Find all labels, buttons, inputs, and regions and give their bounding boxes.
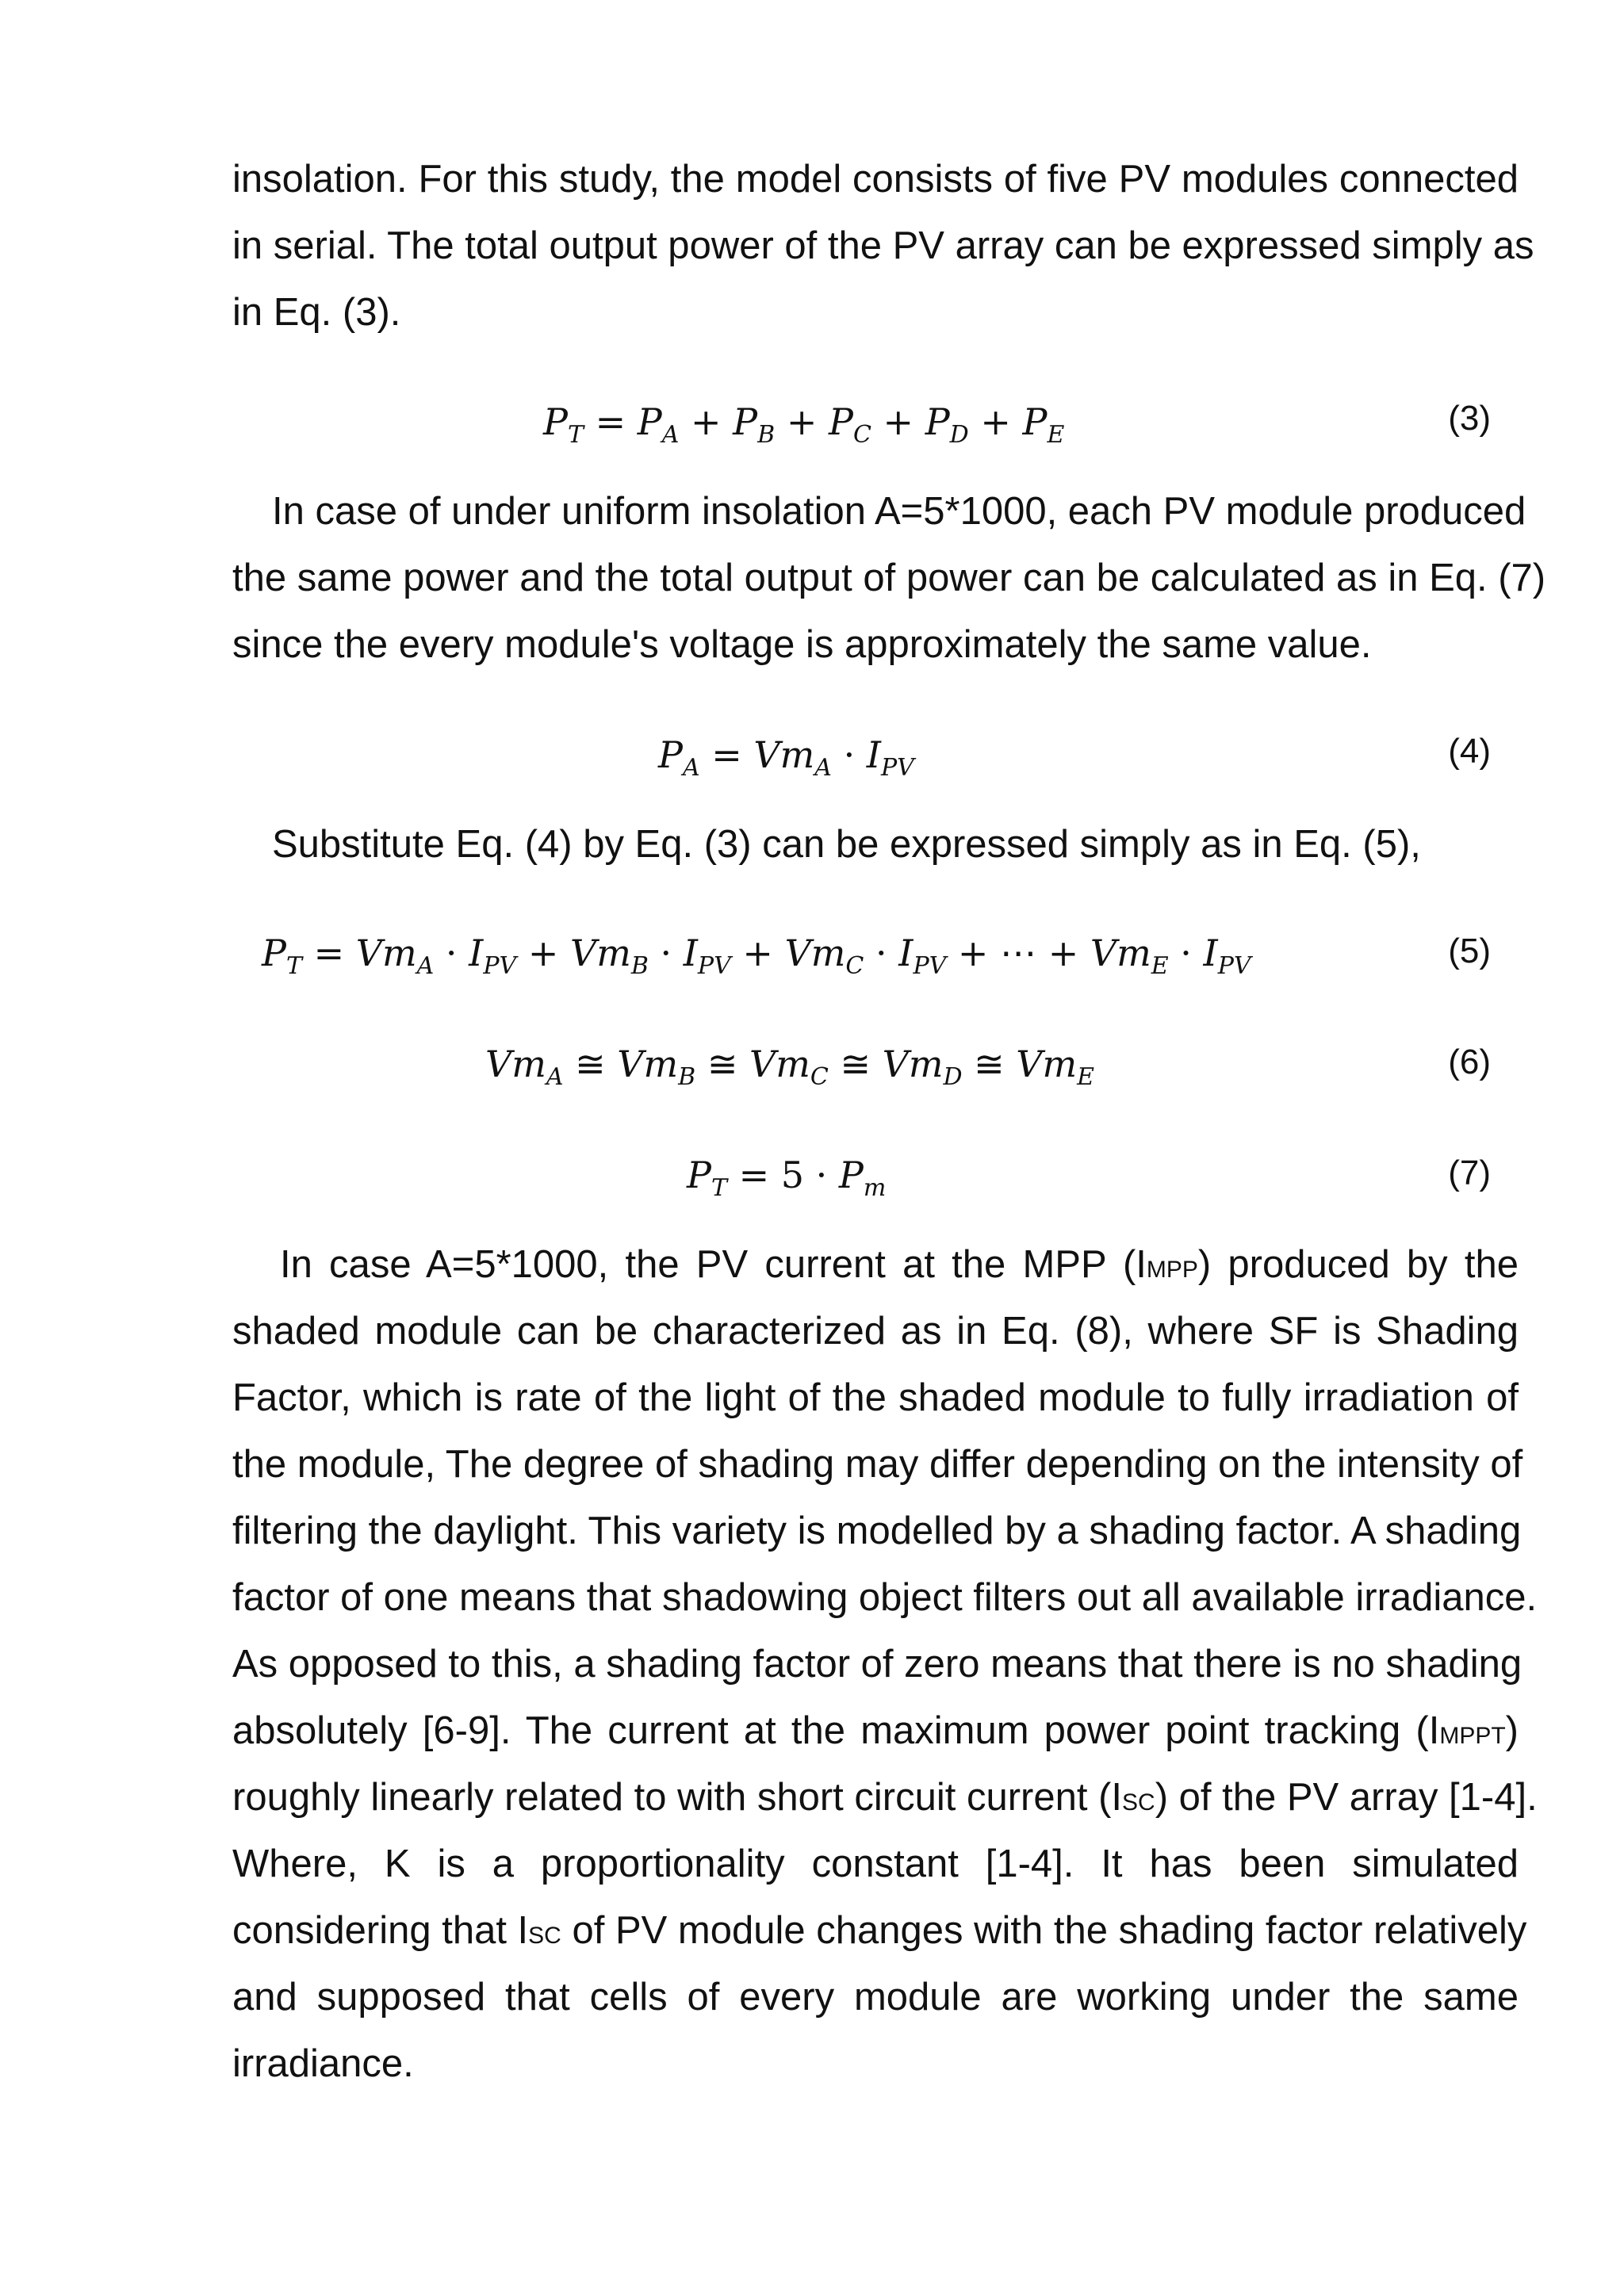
paragraph-4-line-1: In case A=5*1000, the PV current at the MPP (IMPP) produced by the <box>280 1243 1519 1286</box>
equation-7-number: (7) <box>1448 1154 1491 1192</box>
paragraph-1-line-1: insolation. For this study, the model consists of five PV modules connected <box>232 158 1519 201</box>
paragraph-2-line-3: since the every module's voltage is approximately the same value. <box>232 623 1372 666</box>
paragraph-4-line-8: absolutely [6-9]. The current at the maximum power point tracking (IMPPT) <box>232 1709 1519 1752</box>
paragraph-4-line-6: factor of one means that shadowing object filters out all available irradiance. <box>232 1576 1538 1619</box>
equation-3: $P_T = P_A + P_B + P_C + P_D + P_E$ <box>543 400 1065 449</box>
paragraph-4-line-2: shaded module can be characterized as in Eq. (8), where SF is Shading <box>232 1310 1519 1353</box>
equation-4: $P_A = Vm_A \cdot I_{PV}$ <box>658 733 914 782</box>
equation-7: $P_T = 5 \cdot P_m$ <box>687 1154 887 1202</box>
paragraph-2-line-1: In case of under uniform insolation A=5*1000, each PV module produced <box>272 490 1526 533</box>
equation-6: $Vm_A$ ≅ $Vm_B$ ≅ $Vm_C$ ≅ $Vm_D$ ≅ $Vm_E$ <box>485 1043 1095 1091</box>
paragraph-1-line-2: in serial. The total output power of the PV array can be expressed simply as <box>232 224 1534 267</box>
paragraph-4-line-10: Where, K is a proportionality constant [1-4]. It has been simulated <box>232 1843 1519 1885</box>
equation-5-number: (5) <box>1448 932 1491 970</box>
paragraph-4-line-3: Factor, which is rate of the light of the shaded module to fully irradiation of <box>232 1376 1519 1419</box>
paragraph-1-line-3: in Eq. (3). <box>232 291 401 334</box>
paragraph-4-line-5: filtering the daylight. This variety is modelled by a shading factor. A shading <box>232 1510 1522 1552</box>
equation-4-number: (4) <box>1448 732 1491 771</box>
paragraph-4-line-11: considering that ISC of PV module changes with the shading factor relatively <box>232 1909 1527 1952</box>
equation-6-number: (6) <box>1448 1043 1491 1081</box>
paragraph-4-line-4: the module, The degree of shading may differ depending on the intensity of <box>232 1443 1523 1486</box>
paragraph-2-line-2: the same power and the total output of power can be calculated as in Eq. (7) <box>232 557 1546 599</box>
paragraph-4-line-7: As opposed to this, a shading factor of zero means that there is no shading <box>232 1643 1522 1686</box>
equation-3-number: (3) <box>1448 399 1491 438</box>
paragraph-4-line-13: irradiance. <box>232 2042 414 2085</box>
equation-5: $P_T = Vm_A \cdot I_{PV} + Vm_B \cdot I_{PV} + Vm_C \cdot I_{PV}$ + ⋯ + $Vm_E \cdot I_{PV}$ <box>262 932 1251 980</box>
paragraph-4-line-9: roughly linearly related to with short circuit current (ISC) of the PV array [1-4]. <box>232 1776 1538 1819</box>
paragraph-4-line-12: and supposed that cells of every module are working under the same <box>232 1976 1519 2019</box>
equation-7-coefficient: 5 <box>780 1154 805 1196</box>
paragraph-3-line-1: Substitute Eq. (4) by Eq. (3) can be expressed simply as in Eq. (5), <box>272 823 1421 866</box>
